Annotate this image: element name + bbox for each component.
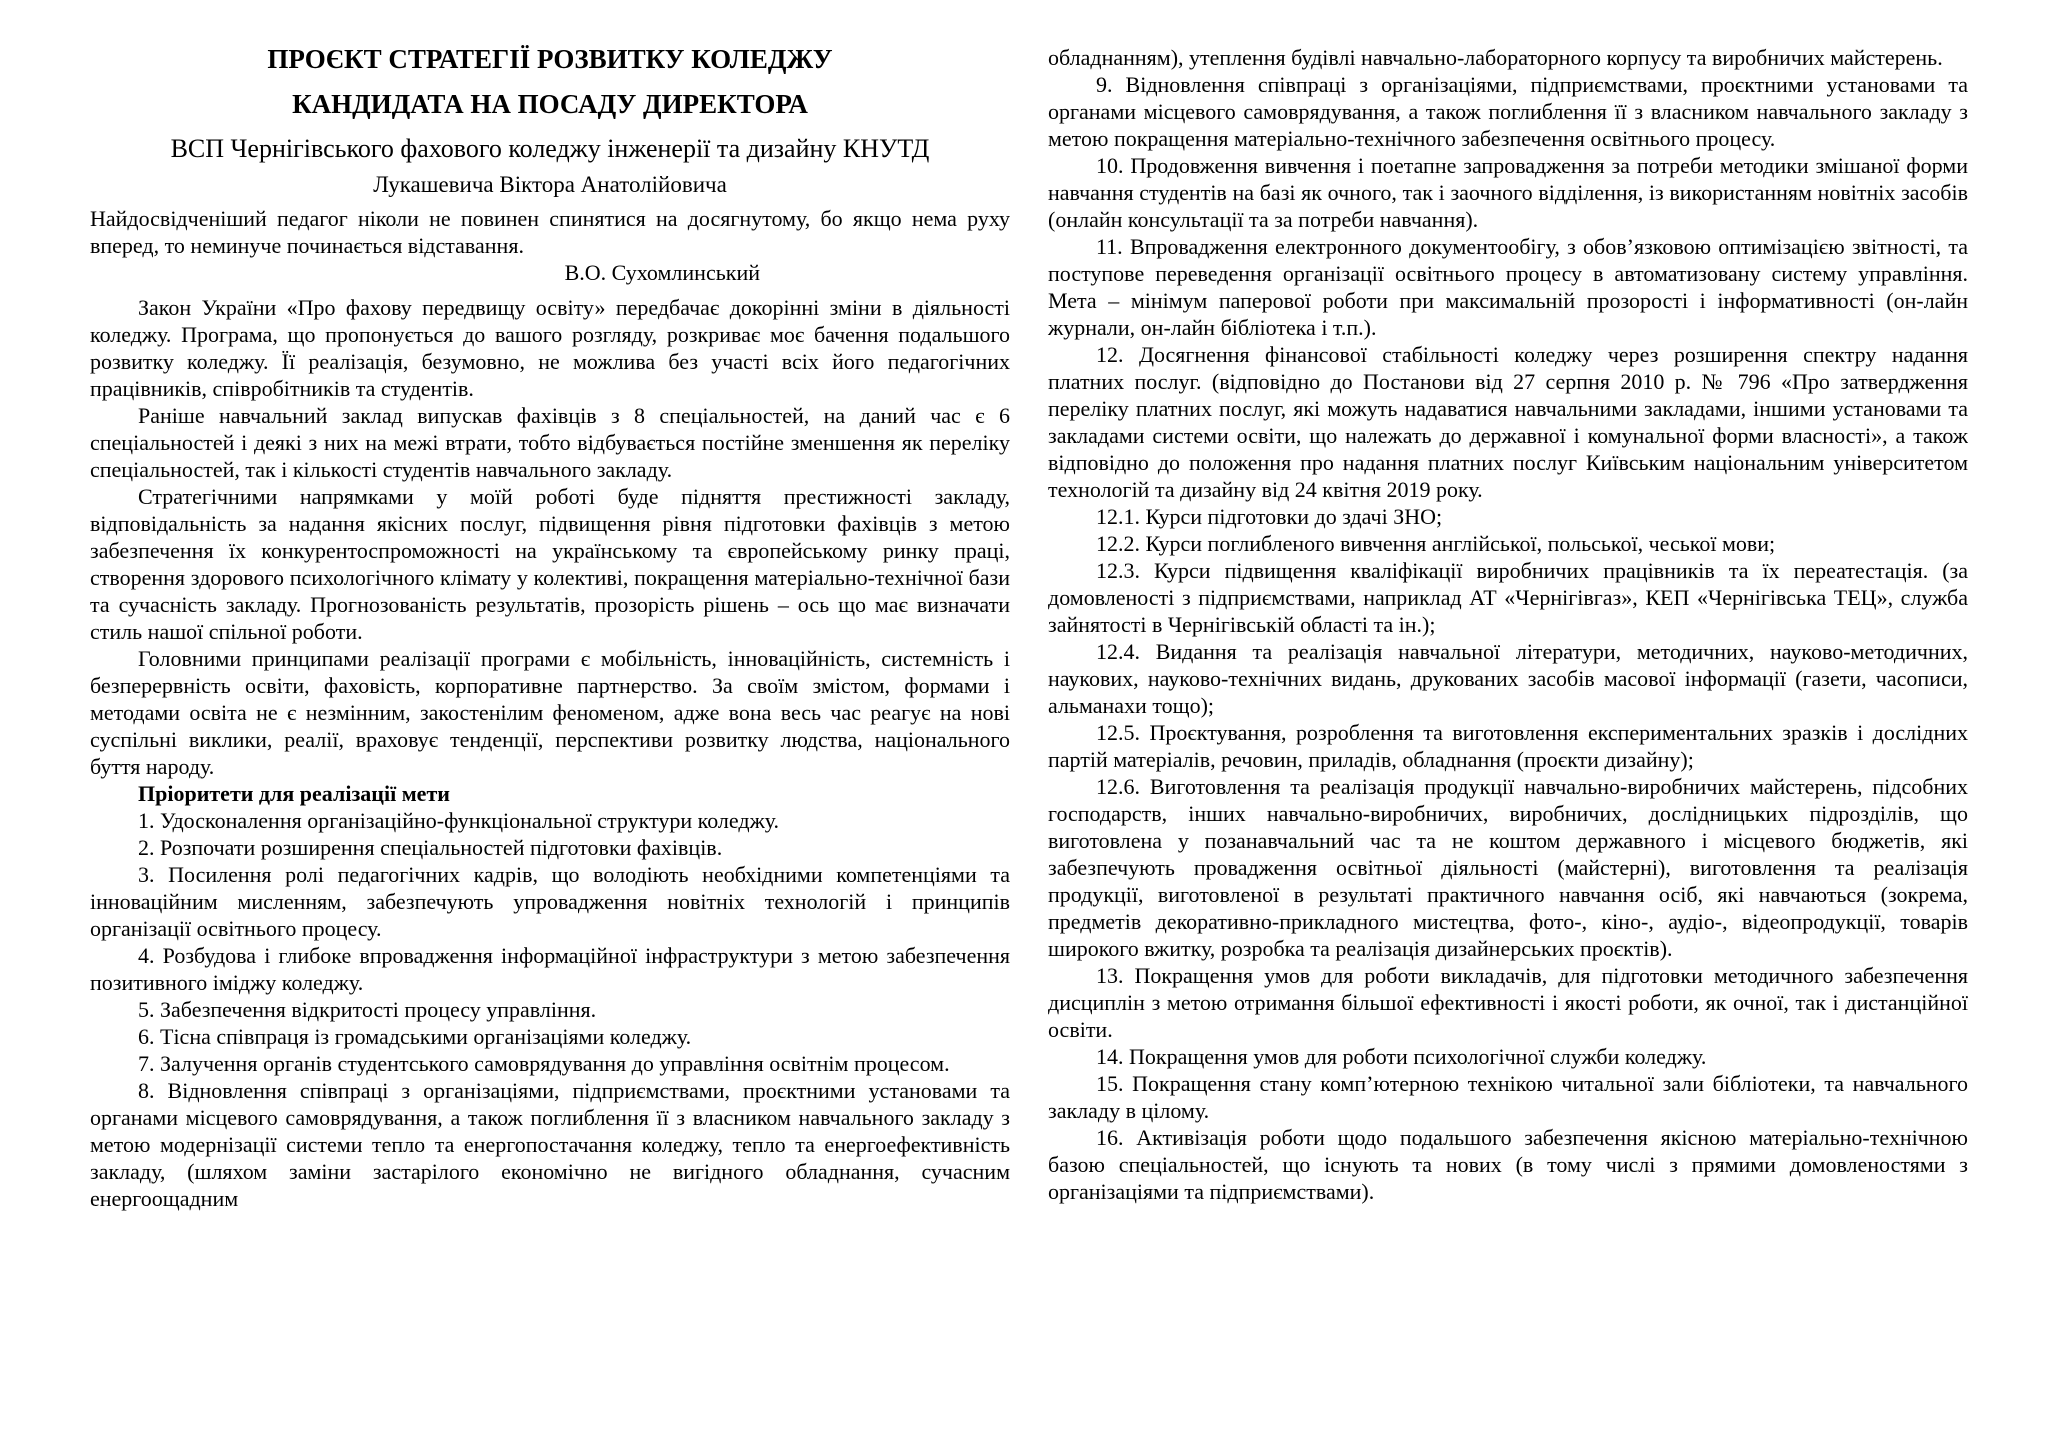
paragraph: Раніше навчальний заклад випускав фахівців з 8 спеціальностей, на даний час є 6 спеціальностей і деякі з них на межі втрати, тобто відбувається постійне зменшення як переліку спеціальностей, так і кількості студентів навчального закладу. — [90, 403, 1010, 482]
page-title-line2: КАНДИДАТА НА ПОСАДУ ДИРЕКТОРА — [292, 89, 808, 119]
priorities-heading: Пріоритети для реалізації мети — [138, 781, 450, 806]
list-item: 4. Розбудова і глибоке впровадження інформаційної інфраструктури з метою забезпечення позитивного іміджу коледжу. — [90, 943, 1010, 995]
paragraph-continuation: обладнанням), утеплення будівлі навчально-лабораторного корпусу та виробничих майстерень. — [1048, 45, 1943, 70]
list-item: 13. Покращення умов для роботи викладачів, для підготовки методичного забезпечення дисциплін з метою отримання більшої ефективності і якості роботи, як очної, так і дистанційної освіти. — [1048, 963, 1968, 1042]
list-item: 12.2. Курси поглибленого вивчення англійської, польської, чеської мови; — [1096, 531, 1776, 556]
list-item: 12.1. Курси підготовки до здачі ЗНО; — [1096, 504, 1443, 529]
paragraph: Головними принципами реалізації програми є мобільність, інноваційність, системність і безперервність освіти, фаховість, корпоративне партнерство. За своїм змістом, формами і методами освіта не є незмінним, закостенілим феноменом, адже вона весь час реагує на нові суспільні виклики, реалії, враховує тенденції, перспективи розвитку людства, національного буття народу. — [90, 646, 1010, 779]
epigraph-text: Найдосвідченіший педагог ніколи не повинен спинятися на досягнутому, бо якщо нема руху вперед, то неминуче починається відставання. — [90, 206, 1010, 258]
author-name: Лукашевича Віктора Анатолійовича — [373, 172, 727, 197]
list-item: 8. Відновлення співпраці з організаціями, підприємствами, проєктними установами та органами місцевого самоврядування, а також поглиблення її з власником навчального закладу з метою модернізації системи тепло та енергопостачання коледжу, тепло та енергоефективність закладу, (шляхом заміни застарілого економічно не вигідного обладнання, сучасним енергоощадним — [90, 1078, 1010, 1211]
page-right — [1048, 44, 1968, 1212]
list-item: 12.6. Виготовлення та реалізація продукції навчально-виробничих майстерень, підсобних господарств, інших навчально-виробничих, виробничих, дослідницьких підрозділів, що виготовлена у позанавчальний час та не коштом державного і місцевого бюджетів, які забезпечують провадження освітньої діяльності (майстерні), виготовлення та реалізація продукції, виготовленої в результаті практичного навчання осіб, які навчаються (зокрема, предметів декоративно-прикладного мистецтва, фото-, кіно-, аудіо-, відеопродукції, товарів широкого вжитку, розробка та реалізація дизайнерських проєктів). — [1048, 774, 1968, 961]
list-item: 3. Посилення ролі педагогічних кадрів, що володіють необхідними компетенціями та інноваційним мисленням, забезпечують упровадження новітніх технологій і принципів організації освітнього процесу. — [90, 862, 1010, 941]
list-item: 10. Продовження вивчення і поетапне запровадження за потреби методики змішаної форми навчання студентів на базі як очного, так і заочного відділення, із використанням новітніх засобів (онлайн консультації та за потреби навчання). — [1048, 153, 1968, 232]
document-subtitle: ВСП Чернігівського фахового коледжу інженерії та дизайну КНУТД — [170, 134, 930, 163]
list-item: 12.3. Курси підвищення кваліфікації виробничих працівників та їх переатестація. (за домовленості з підприємствами, наприклад АТ «Чернігівгаз», КЕП «Чернігівська ТЕЦ», служба зайнятості в Чернігівській області та ін.); — [1048, 558, 1968, 637]
list-item: 15. Покращення стану комп’ютерною технікою читальної зали бібліотеки, та навчального закладу в цілому. — [1048, 1071, 1968, 1123]
paragraph: Закон України «Про фахову передвищу освіту» передбачає докорінні зміни в діяльності коледжу. Програма, що пропонується до вашого розгляду, розкриває моє бачення подальшого розвитку коледжу. Її реалізація, безумовно, не можлива без участі всіх його педагогічних працівників, співробітників та студентів. — [90, 295, 1010, 401]
list-item: 12.4. Видання та реалізація навчальної літератури, методичних, науково-методичних, наукових, науково-технічних видань, друкованих засобів масової інформації (газети, часописи, альманахи тощо); — [1048, 639, 1968, 718]
list-item: 7. Залучення органів студентського самоврядування до управління освітнім процесом. — [138, 1051, 950, 1076]
list-item: 12.5. Проєктування, розроблення та виготовлення експериментальних зразків і дослідних партій матеріалів, речовин, приладів, обладнання (проєкти дизайну); — [1048, 720, 1968, 772]
list-item: 16. Активізація роботи щодо подальшого забезпечення якісною матеріально-технічною базою спеціальностей, що існують та нових (в тому числі з прямими домовленостями з організаціями та підприємствами). — [1048, 1125, 1968, 1204]
list-item: 11. Впровадження електронного документообігу, з обов’язковою оптимізацією звітності, та поступове переведення організації освітнього процесу в автоматизовану систему управління. Мета – мінімум паперової роботи при максимальній прозорості і інформативності (он-лайн журнали, он-лайн бібліотека і т.п.). — [1048, 234, 1968, 340]
list-item: 5. Забезпечення відкритості процесу управління. — [138, 997, 597, 1022]
list-item: 12. Досягнення фінансової стабільності коледжу через розширення спектру надання платних послуг. (відповідно до Постанови від 27 серпня 2010 р. № 796 «Про затвердження переліку платних послуг, які можуть надаватися навчальними закладами, іншими установами та закладами системи освіти, що належать до державної і комунальної форми власності», а також відповідно до положення про надання платних послуг Київським національним університетом технологій та дизайну від 24 квітня 2019 року. — [1048, 342, 1968, 502]
list-item: 1. Удосконалення організаційно-функціональної структури коледжу. — [138, 808, 780, 833]
page-title-line1: ПРОЄКТ СТРАТЕГІЇ РОЗВИТКУ КОЛЕДЖУ — [267, 44, 833, 74]
list-item: 9. Відновлення співпраці з організаціями, підприємствами, проєктними установами та органами місцевого самоврядування, а також поглиблення її з власником навчального закладу з метою покращення матеріально-технічного забезпечення освітнього процесу. — [1048, 72, 1968, 151]
list-item: 2. Розпочати розширення спеціальностей підготовки фахівців. — [138, 835, 723, 860]
page-left — [90, 44, 1010, 1212]
paragraph: Стратегічними напрямками у моїй роботі буде підняття престижності закладу, відповідальність за надання якісних послуг, підвищення рівня підготовки фахівців з метою забезпечення їх конкурентоспроможності на українському та європейському ринку праці, створення здорового психологічного клімату у колективі, покращення матеріально-технічної бази та сучасність закладу. Прогнозованість результатів, прозорість рішень – ось що має визначати стиль нашої спільної роботи. — [90, 484, 1010, 644]
list-item: 6. Тісна співпраця із громадськими організаціями коледжу. — [138, 1024, 692, 1049]
epigraph-attribution: В.О. Сухомлинський — [564, 260, 760, 285]
list-item: 14. Покращення умов для роботи психологічної служби коледжу. — [1096, 1044, 1707, 1069]
